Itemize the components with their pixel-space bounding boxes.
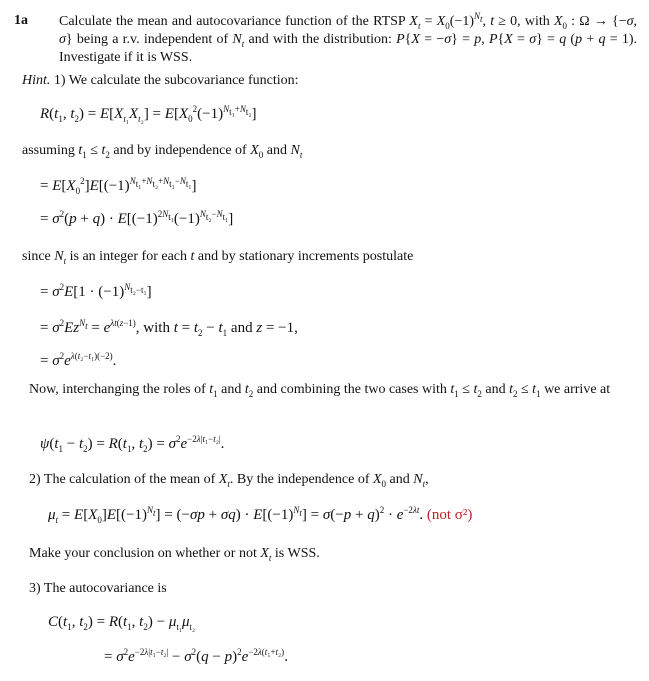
since-text: since $N_t$ is an integer for each t and by stationary increments postulate — [22, 249, 414, 266]
problem-label: 1a — [14, 13, 28, 28]
step3-text: 3) The autocovariance is — [29, 581, 167, 596]
equation-step-d: = $\sigma^2Ez^{N_t} = e^{\lambda t(z-1)}$, with $t = t_2 - t_1$ and z = −1, — [40, 318, 298, 338]
equation-step-b: = $\sigma^2(p + q) \cdot E[(-1)^{2N_{t_1}}(-1)^{N_{t_2}-N_{t_1}}]$ — [40, 209, 234, 227]
equation-subcovariance: $R(t_1$, $t_2) = E[X_{t_1}X_{t_2}] = E[X_0^2(-1)^{N_{t_1}+N_{t_2}}]$ — [40, 104, 257, 124]
equation-autocovariance: $C(t_1$, $t_2) = R(t_1$, $t_2) - \mu_{t_1}\mu_{t_2}$ — [48, 614, 196, 632]
equation-mean: $\mu_t = E[X_0]E[(-1)^{N_t}] = (-\sigma p + \sigma q) \cdot E[(-1)^{N_t}] = \sigma(-p + q)^2 \cdot e^{-2\lambda t}$. (not σ²) — [48, 505, 473, 525]
interchange-text: Now, interchanging the roles of $t_1$ and $t_2$ and combining the two cases with $t_1 \le t_2$ and $t_2 \le t_1$ we arrive at — [29, 382, 611, 399]
equation-autocovariance-result: = $\sigma^2e^{-2\lambda|t_1-t_2|} - \sigma^2(q - p)^2e^{-2\lambda(t_1+t_2)}$. — [104, 647, 288, 665]
equation-autocorrelation: $\psi(t_1 - t_2) = R(t_1$, $t_2) = \sigma^2e^{-2\lambda|t_1-t_2|}$. — [40, 434, 225, 454]
equation-step-c: = $\sigma^2E[1 \cdot (-1)^{N_{t_2-t_1}}]$ — [40, 282, 152, 300]
problem-statement: Calculate the mean and autocovariance function of the RTSP $X_t = X_0(-1)^{N_t}$, t ≥ 0, with $X_0$ : Ω → {−σ, σ} being a r.v. independent of $N_t$ and with the distribution: P{X = −σ} = p, P{X = σ} = q (p + q = 1). Investigate if it is WSS. — [59, 11, 638, 65]
hint-line: Hint. 1) We calculate the subcovariance function: — [22, 73, 299, 88]
conclusion-text: Make your conclusion on whether or not $X_t$ is WSS. — [29, 546, 320, 563]
correction-note: (not σ²) — [426, 507, 473, 523]
assumption-text: assuming $t_1 \le t_2$ and by independence of $X_0$ and $N_t$ — [22, 143, 303, 160]
equation-step-e: = $\sigma^2e^{\lambda(t_2-t_1)(-2)}$. — [40, 351, 117, 369]
equation-step-a: = $E[X_0^2]E[(-1)^{N_{t_1}+N_{t_2}+N_{t_1}-N_{t_1}}]$ — [40, 176, 197, 196]
step2-text: 2) The calculation of the mean of $X_t$. By the independence of $X_0$ and $N_t$, — [29, 472, 429, 489]
